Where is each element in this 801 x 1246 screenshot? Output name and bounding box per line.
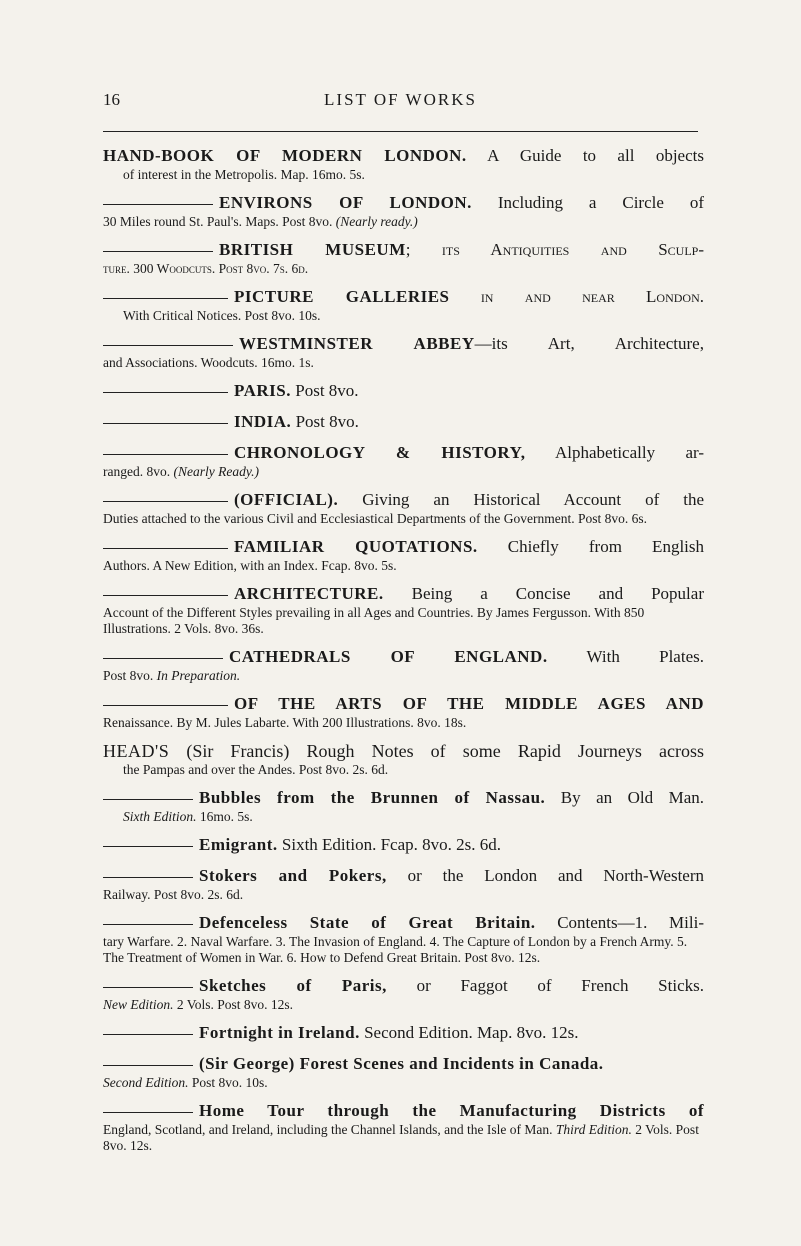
ditto-rule (103, 1112, 193, 1113)
ditto-rule (103, 877, 193, 878)
entry-heading: HEAD'S (103, 741, 170, 761)
entry-heading: Stokers and Pokers, (199, 866, 387, 885)
entry-heading: PARIS. (234, 381, 291, 400)
entry-first-line: or the London and North-Western (386, 866, 704, 885)
entry-first-line: Being a Concise and Popular (383, 584, 704, 603)
entry-first-line: in and near London. (449, 287, 704, 306)
entry-details: Authors. A New Edition, with an Index. Fcap. 8vo. 5s. (103, 558, 397, 573)
list-item (103, 380, 704, 402)
entry-first-line: (Sir Francis) Rough Notes of some Rapid Journeys across (169, 741, 704, 761)
list-item (103, 975, 704, 1013)
entry-heading: (OFFICIAL). (234, 490, 339, 509)
entry-heading: ENVIRONS OF LONDON. (219, 193, 472, 212)
entry-first-line: —its Art, Architecture, (474, 334, 704, 353)
ditto-rule (103, 454, 228, 455)
entry-details: ranged. 8vo. (103, 464, 174, 479)
list-item (103, 286, 704, 324)
entry-details: tary Warfare. 2. Naval Warfare. 3. The Invasion of England. 4. The Capture of London by a French Army. 5. The Treatment of Women in War. 6. How to Defend Great Britain. Post 8vo. 12s. (103, 934, 688, 965)
ditto-rule (103, 705, 228, 706)
list-item (103, 536, 704, 574)
entry-first-line: Alphabetically ar- (525, 443, 704, 462)
entry-heading: Bubbles from the Brunnen of Nassau. (199, 788, 546, 807)
entry-details-italic: In Preparation. (156, 668, 241, 683)
entry-first-line: Post 8vo. (291, 412, 359, 431)
list-item (103, 1053, 704, 1091)
list-item (103, 145, 704, 183)
entry-heading: PICTURE GALLERIES (234, 287, 450, 306)
header-rule (103, 131, 698, 132)
entry-details-italic: (Nearly ready.) (335, 214, 418, 229)
entry-details: 16mo. 5s. (196, 809, 253, 824)
entry-details: ture. 300 Woodcuts. Post 8vo. 7s. 6d. (103, 261, 309, 276)
entry-first-line: or Faggot of French Sticks. (386, 976, 704, 995)
entry-heading: CATHEDRALS OF ENGLAND. (229, 647, 548, 666)
list-item (103, 834, 704, 856)
entry-details-italic: Third Edition. (555, 1122, 632, 1137)
list-item (103, 865, 704, 903)
entry-heading: INDIA. (234, 412, 292, 431)
entry-details-tail: 2 Vols. Post 8vo. 12s. (103, 1122, 699, 1153)
entry-details: the Pampas and over the Andes. Post 8vo. 2s. 6d. (123, 762, 389, 777)
entry-first-line: Sixth Edition. Fcap. 8vo. 2s. 6d. (277, 835, 502, 854)
list-item (103, 912, 704, 966)
ditto-rule (103, 345, 233, 346)
list-item (103, 693, 704, 731)
entry-details: Post 8vo. 10s. (188, 1075, 268, 1090)
entry-details: and Associations. Woodcuts. 16mo. 1s. (103, 355, 314, 370)
entry-first-line: Including a Circle of (471, 193, 704, 212)
entry-heading: ARCHITECTURE. (234, 584, 384, 603)
entry-details: Renaissance. By M. Jules Labarte. With 200 Illustrations. 8vo. 18s. (103, 715, 467, 730)
ditto-rule (103, 595, 228, 596)
list-item (103, 1022, 704, 1044)
entry-heading: FAMILIAR QUOTATIONS. (234, 537, 478, 556)
entry-details-italic: Second Edition. (103, 1075, 189, 1090)
entry-heading: Defenceless State of Great Britain. (199, 913, 536, 932)
entry-details: Account of the Different Styles prevailing in all Ages and Countries. By James Fergusson. With 850 Illustrations. 2 Vols. 8vo. 36s. (103, 605, 645, 636)
entry-first-line: Second Edition. Map. 8vo. 12s. (359, 1023, 579, 1042)
ditto-rule (103, 1034, 193, 1035)
list-item (103, 489, 704, 527)
entry-first-line: By an Old Man. (545, 788, 704, 807)
page-number: 16 (103, 90, 120, 109)
ditto-rule (103, 924, 193, 925)
entry-heading: Emigrant. (199, 835, 278, 854)
entry-heading: (Sir George) Forest Scenes and Incidents in Canada. (199, 1054, 604, 1073)
entry-first-line: With Plates. (547, 647, 704, 666)
list-item (103, 583, 704, 637)
entry-details: Duties attached to the various Civil and Ecclesiastical Departments of the Government. Post 8vo. 6s. (103, 511, 647, 526)
entry-heading: WESTMINSTER ABBEY (239, 334, 475, 353)
entry-details-italic: Sixth Edition. (123, 809, 197, 824)
entry-details: England, Scotland, and Ireland, including the Channel Islands, and the Isle of Man. (103, 1122, 556, 1137)
ditto-rule (103, 501, 228, 502)
entry-details-italic: (Nearly Ready.) (173, 464, 259, 479)
list-item (103, 787, 704, 825)
ditto-rule (103, 423, 228, 424)
list-item (103, 411, 704, 433)
entry-heading: Home Tour through the Manufacturing Districts of (199, 1101, 704, 1120)
entry-heading: OF THE ARTS OF THE MIDDLE AGES AND (234, 694, 704, 713)
entry-details: With Critical Notices. Post 8vo. 10s. (123, 308, 321, 323)
page-header (0, 90, 801, 130)
list-item (103, 192, 704, 230)
entry-first-line: Chiefly from English (477, 537, 704, 556)
entry-heading: BRITISH MUSEUM (219, 240, 406, 259)
entry-first-line: Contents—1. Mili- (535, 913, 704, 932)
list-item (103, 740, 704, 778)
entry-details-italic: New Edition. (103, 997, 174, 1012)
ditto-rule (103, 548, 228, 549)
ditto-rule (103, 1065, 193, 1066)
ditto-rule (103, 392, 228, 393)
entry-heading: HAND-BOOK OF MODERN LONDON. (103, 146, 467, 165)
ditto-rule (103, 251, 213, 252)
entry-details: 2 Vols. Post 8vo. 12s. (173, 997, 294, 1012)
entry-heading: CHRONOLOGY & HISTORY, (234, 443, 526, 462)
entry-first-line: Giving an Historical Account of the (338, 490, 704, 509)
list-item (103, 239, 704, 277)
entry-first-line: ; its Antiquities and Sculp- (405, 240, 704, 259)
entry-details: Railway. Post 8vo. 2s. 6d. (103, 887, 244, 902)
list-item (103, 442, 704, 480)
ditto-rule (103, 298, 228, 299)
ditto-rule (103, 799, 193, 800)
running-title: LIST OF WORKS (324, 90, 477, 109)
entry-heading: Fortnight in Ireland. (199, 1023, 360, 1042)
entry-first-line: Post 8vo. (291, 381, 359, 400)
entry-heading: Sketches of Paris, (199, 976, 387, 995)
entry-first-line: A Guide to all objects (466, 146, 704, 165)
works-list (103, 145, 704, 1163)
entry-details: of interest in the Metropolis. Map. 16mo. 5s. (123, 167, 365, 182)
list-item (103, 333, 704, 371)
ditto-rule (103, 987, 193, 988)
list-item (103, 646, 704, 684)
ditto-rule (103, 846, 193, 847)
ditto-rule (103, 658, 223, 659)
entry-details: Post 8vo. (103, 668, 157, 683)
list-item (103, 1100, 704, 1154)
entry-details: 30 Miles round St. Paul's. Maps. Post 8vo. (103, 214, 336, 229)
ditto-rule (103, 204, 213, 205)
